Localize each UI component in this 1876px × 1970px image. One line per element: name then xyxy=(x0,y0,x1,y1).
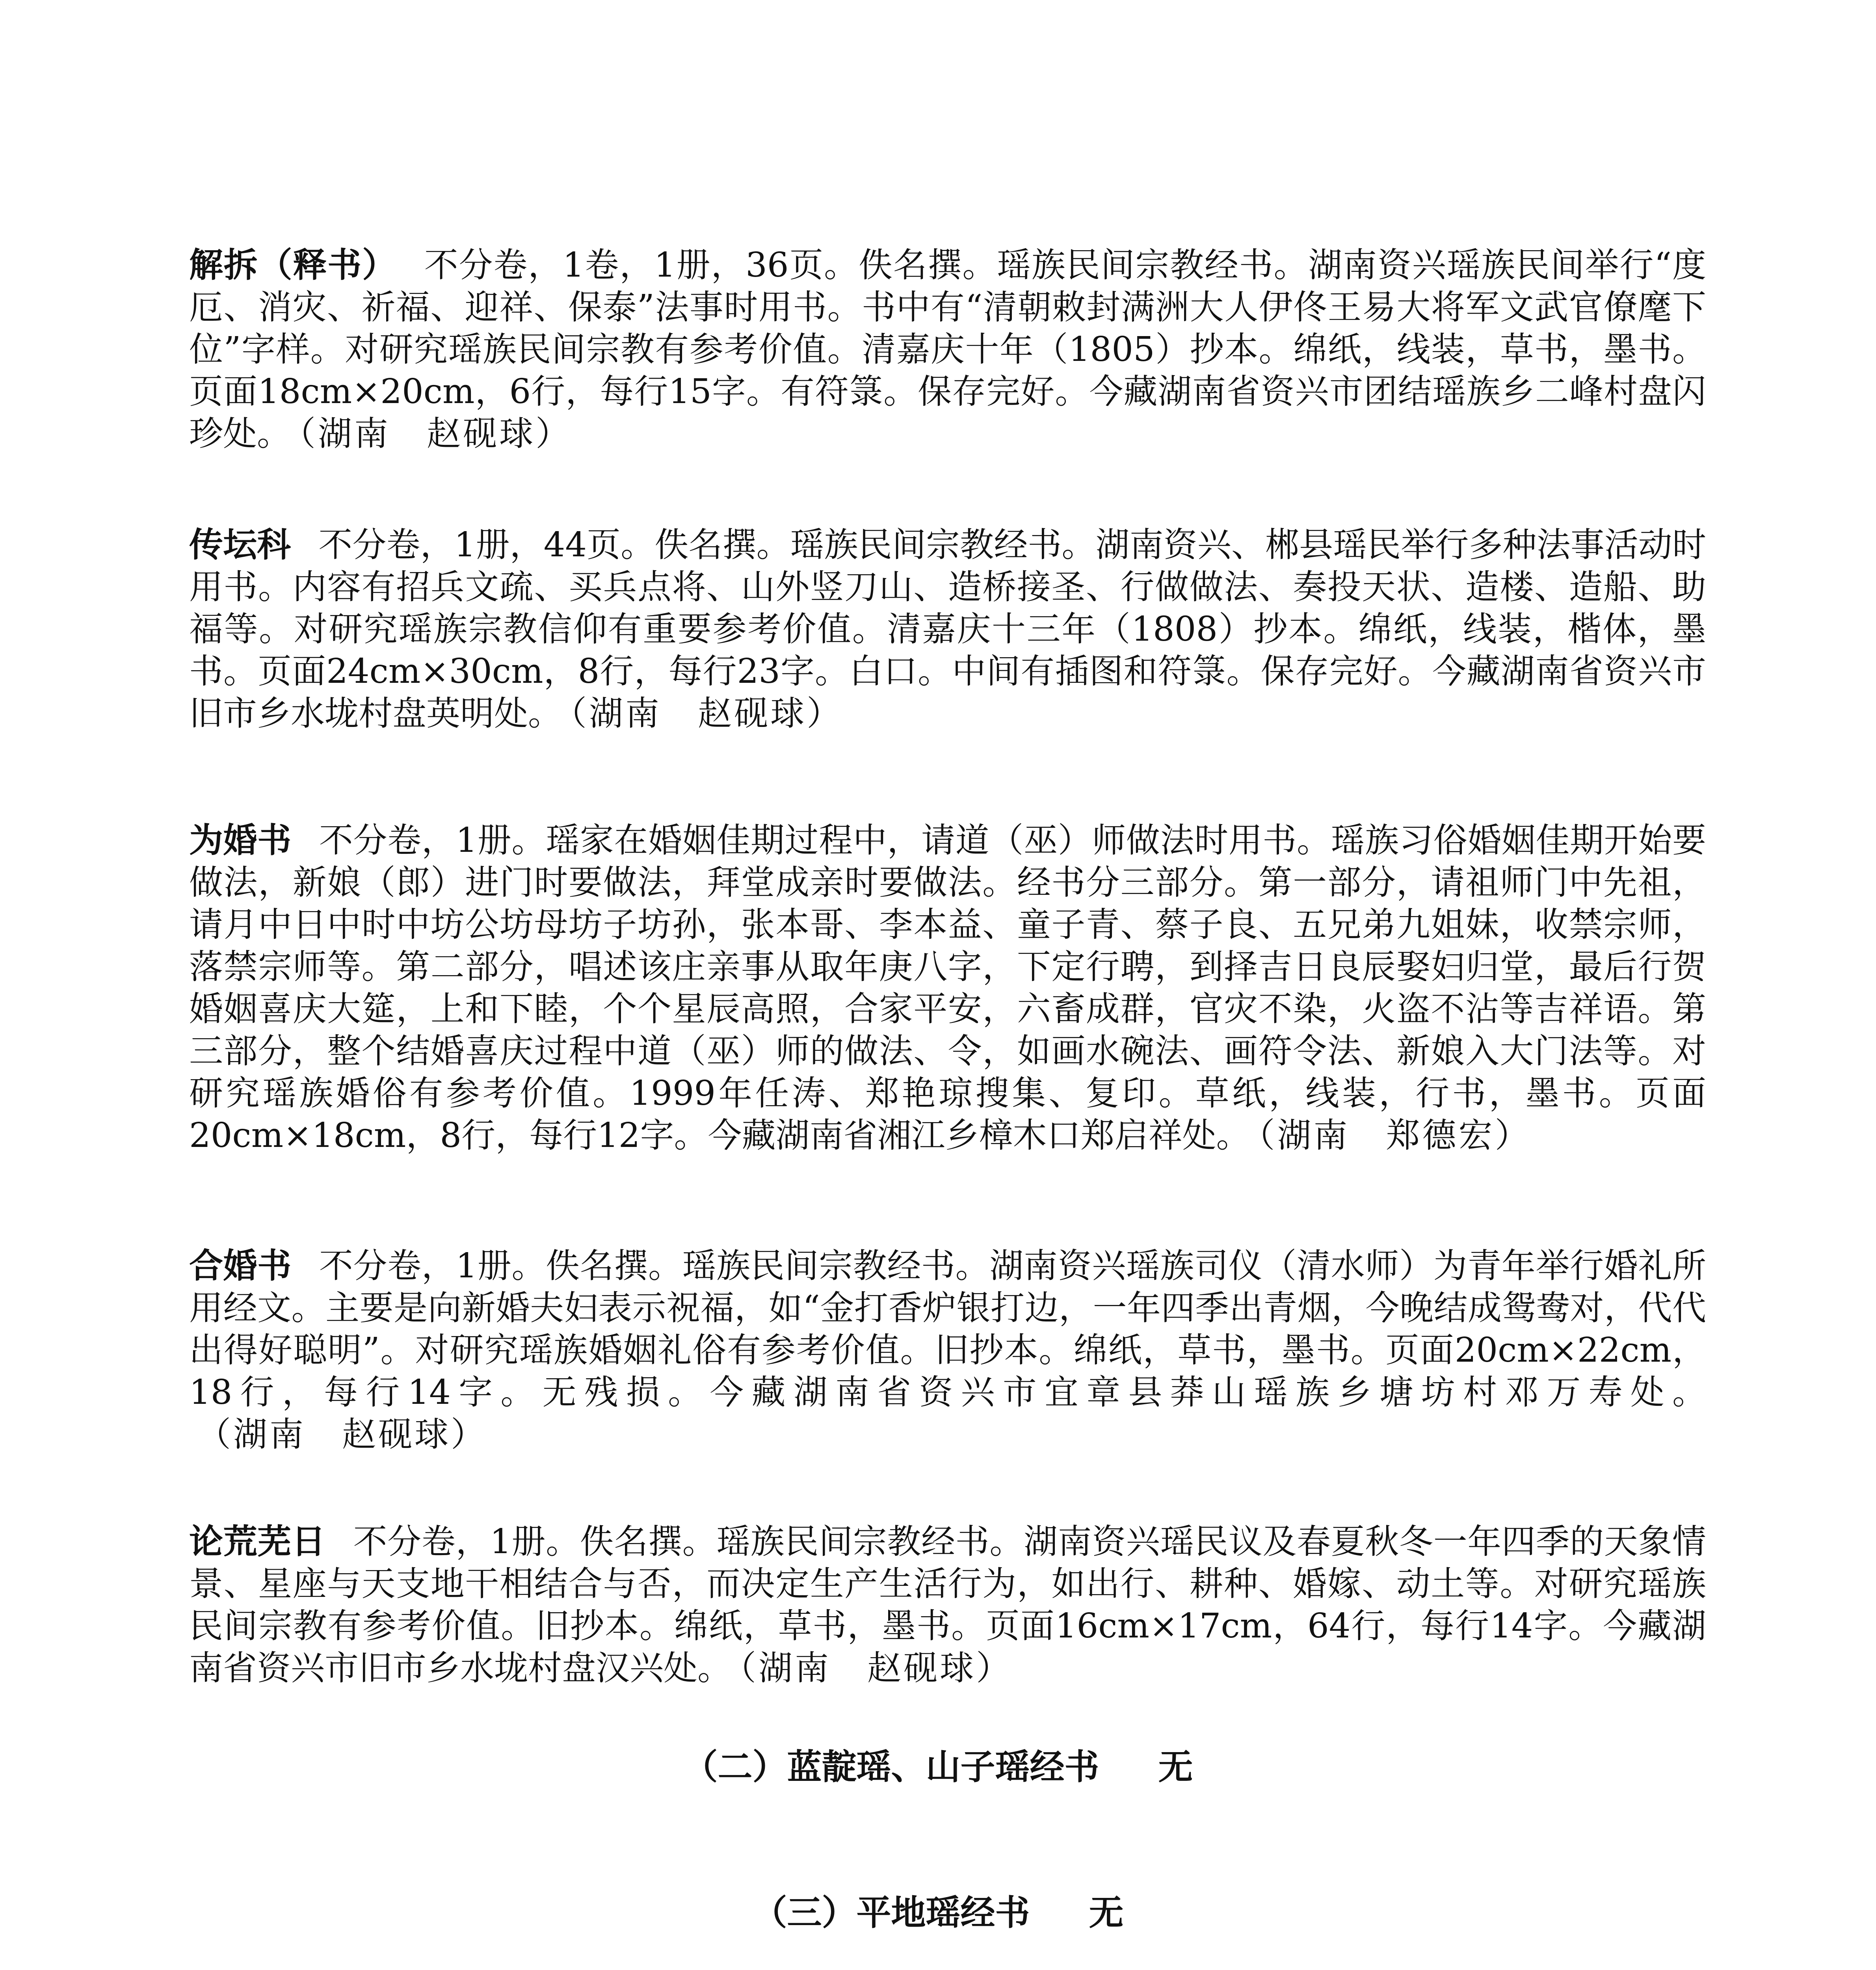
section-heading-landianyao xyxy=(0,1745,1876,1789)
entry-chuantanke xyxy=(189,524,1706,735)
section-heading-text: （二）蓝靛瑶、山子瑶经书 xyxy=(683,1747,1099,1787)
section-heading-text: （三）平地瑶经书 xyxy=(752,1892,1030,1933)
entry-citation: （湖南 赵砚球） xyxy=(299,414,572,453)
section-status: 无 xyxy=(1158,1747,1193,1787)
entry-citation: （湖南 郑德宏） xyxy=(1258,1116,1531,1155)
entry-citation: （湖南 赵砚球） xyxy=(197,1415,487,1454)
entry-body: 不分卷，1册。瑶家在婚姻佳期过程中，请道（巫）师做法时用书。瑶族习俗婚姻佳期开始要做法，新娘（郎）进门时要做法，拜堂成亲时要做法。经书分三部分。第一部分，请祖师门中先祖，请月中日中时中坊公坊母坊子坊孙，张本哥、李本益、童子青、蔡子良、五兄弟九姐妹，收禁宗师，落禁宗师等。第二部分，唱述该庄亲事从取年庚八字，下定行聘，到择吉日良辰娶妇归堂，最后行贺婚姻喜庆大筵，上和下睦，个个星辰高照，合家平安，六畜成群，官灾不染，火盗不沾等吉祥语。第三部分，整个结婚喜庆过程中道（巫）师的做法、令，如画水碗法、画符令法、新娘入大门法等。对研究瑶族婚俗有参考价值。1999年任涛、郑艳琼搜集、复印。草纸，线装，行书，墨书。页面20cm×18cm，8行，每行12字。今藏湖南省湘江乡樟木口郑启祥处。 xyxy=(189,821,1706,1155)
entry-title: 合婚书 xyxy=(189,1246,292,1286)
entry-body: 不分卷，1卷，1册，36页。佚名撰。瑶族民间宗教经书。湖南资兴瑶族民间举行“度厄、消灾、祈福、迎祥、保泰”法事时用书。书中有“清朝敕封满洲大人伊佟王易大将军文武官僚麾下位”字样。对研究瑶族民间宗教有参考价值。清嘉庆十年（1805）抄本。绵纸，线装，草书，墨书。页面18cm×20cm，6行，每行15字。有符箓。保存完好。今藏湖南省资兴市团结瑶族乡二峰村盘闪珍处。 xyxy=(189,245,1707,453)
entry-lunhuangwuri xyxy=(189,1521,1706,1689)
entry-title: 论荒芜日 xyxy=(189,1522,326,1561)
entry-title: 解拆（释书） xyxy=(189,245,397,285)
entry-body: 不分卷，1册。佚名撰。瑶族民间宗教经书。湖南资兴瑶族司仪（清水师）为青年举行婚礼所用经文。主要是向新婚夫妇表示祝福，如“金打香炉银打边，一年四季出青烟，今晚结成鸳鸯对，代代出得好聪明”。对研究瑶族婚姻礼俗有参考价值。旧抄本。绵纸，草书，墨书。页面20cm×22cm，18行，每行14字。无残损。今藏湖南省资兴市宜章县莽山瑶族乡塘坊村邓万寿处。 xyxy=(189,1246,1706,1412)
entry-body: 不分卷，1册。佚名撰。瑶族民间宗教经书。湖南资兴瑶民议及春夏秋冬一年四季的天象情景、星座与天支地干相结合与否，而决定生产生活行为，如出行、耕种、婚嫁、动土等。对研究瑶族民间宗教有参考价值。旧抄本。绵纸，草书，墨书。页面16cm×17cm，64行，每行14字。今藏湖南省资兴市旧市乡水垅村盘汉兴处。 xyxy=(189,1522,1707,1688)
section-status: 无 xyxy=(1089,1892,1124,1933)
entry-jiechai xyxy=(189,244,1706,455)
entry-weihunshu xyxy=(189,820,1706,1157)
section-heading-pingdiyao xyxy=(0,1891,1876,1935)
entry-body: 不分卷，1册，44页。佚名撰。瑶族民间宗教经书。湖南资兴、郴县瑶民举行多种法事活动时用书。内容有招兵文疏、买兵点将、山外竖刀山、造桥接圣、行做做法、奏投天状、造楼、造船、助福等。对研究瑶族宗教信仰有重要参考价值。清嘉庆十三年（1808）抄本。绵纸，线装，楷体，墨书。页面24cm×30cm，8行，每行23字。白口。中间有插图和符箓。保存完好。今藏湖南省资兴市旧市乡水垅村盘英明处。 xyxy=(189,525,1707,733)
entry-citation: （湖南 赵砚球） xyxy=(570,694,843,733)
entry-title: 传坛科 xyxy=(189,525,291,565)
entry-citation: （湖南 赵砚球） xyxy=(739,1648,1012,1688)
entry-hehunshu xyxy=(189,1245,1706,1456)
entry-title: 为婚书 xyxy=(189,821,292,860)
